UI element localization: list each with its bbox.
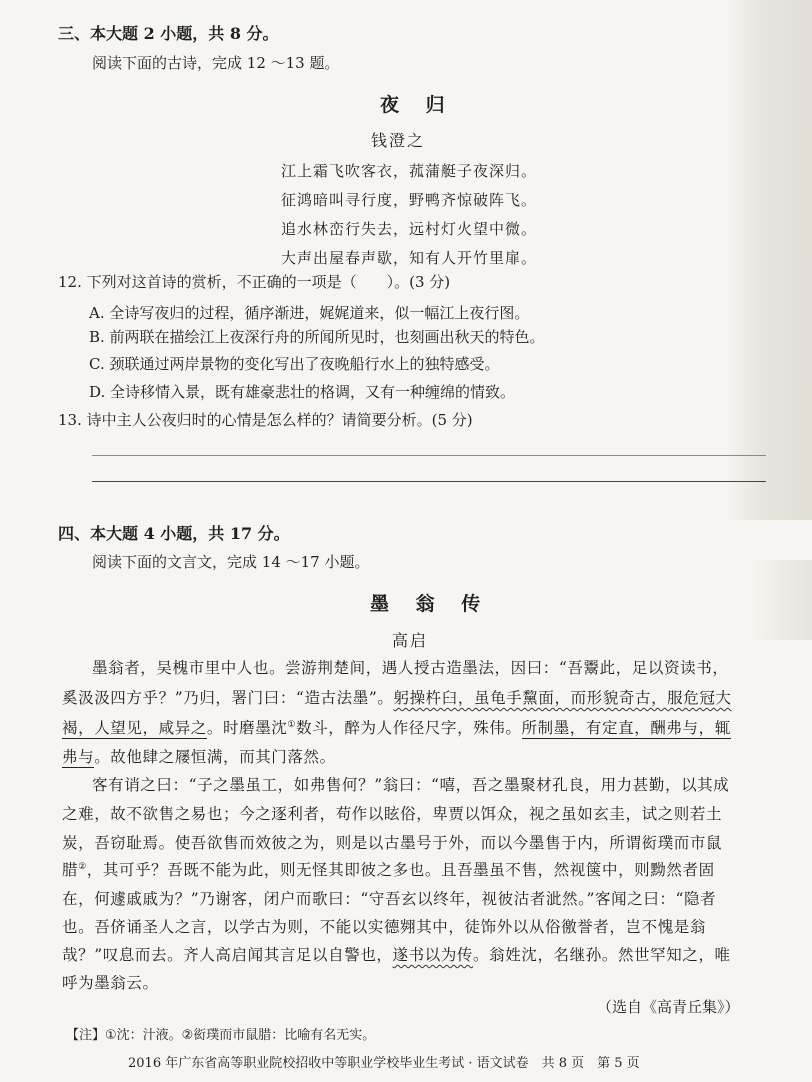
text-run: 数斗，醉为人作径尺字，殊伟。 <box>296 719 522 737</box>
answer-line[interactable] <box>92 481 766 482</box>
essay-line: 墨翁者，吴槐市里中人也。尝游荆楚间，遇人授古造墨法，因曰：“吾鬻此，足以资读书， <box>92 659 729 677</box>
poem-author: 钱澄之 <box>371 131 426 150</box>
show-through-shadow <box>726 0 812 520</box>
essay-line: 之难，故不欲售之易也；今之逐利者，苟作以眩俗，卑贾以饵众，视之虽如玄圭，试之则若土 <box>62 805 723 823</box>
poem-title: 夜 归 <box>380 94 455 116</box>
footnote-marker: ② <box>78 861 87 872</box>
poem-line: 征鸿暗叫寻行度，野鸭齐惊破阵飞。 <box>281 191 538 209</box>
underlined-text: 褐，人望见，咸异之 <box>62 719 207 737</box>
poem-line: 江上霜飞吹客衣，菰蒲艇子夜深归。 <box>281 162 538 180</box>
underlined-text: 所制墨，有定直，酬弗与，辄 <box>521 719 731 737</box>
wavy-underlined-text: 躬操杵臼，虽龟手黧面，而形貌奇古，服危冠大 <box>393 689 732 707</box>
footnote: 【注】①沈：汁液。②衒璞而市鼠腊：比喻有名无实。 <box>66 1028 376 1043</box>
question-12-option-c: C. 颈联通过两岸景物的变化写出了夜晚船行水上的独特感受。 <box>89 355 500 373</box>
answer-line[interactable] <box>92 455 766 456</box>
question-12-option-a: A. 全诗写夜归的过程，循序渐进，娓娓道来，似一幅江上夜行图。 <box>89 304 530 322</box>
essay-line: 炭，吾窃耻焉。使吾欲售而效彼之为，则是以古墨号于外，而以今墨售于内，所谓衒璞而市鼠 <box>62 834 723 852</box>
question-12-stem: 12. 下列对这首诗的赏析，不正确的一项是（ ）。(3 分) <box>58 273 451 291</box>
essay-line <box>62 858 715 880</box>
text-run: ，其可乎？吾既不能为此，则无怪其即彼之多也。且吾墨虽不售，然视箧中，则黝然者固 <box>86 861 715 879</box>
section-3-instruction: 阅读下面的古诗，完成 12 ～13 题。 <box>92 54 340 72</box>
essay-author: 高启 <box>392 631 429 650</box>
section-4-instruction: 阅读下面的文言文，完成 14 ～17 小题。 <box>92 553 370 571</box>
text-run: 。故他肆之屦恒满，而其门落然。 <box>94 748 336 766</box>
question-12-option-d: D. 全诗移情入景，既有雄豪悲壮的格调，又有一种缠绵的情致。 <box>89 383 516 401</box>
section-4-heading: 四、本大题 4 小题，共 17 分。 <box>58 524 290 543</box>
essay-line: 客有诮之曰：“子之墨虽工，如弗售何？”翁曰：“嘻，吾之墨聚材孔良，用力甚勤，以其成 <box>92 776 730 794</box>
footnote-marker: ① <box>287 719 297 730</box>
text-run: 腊 <box>62 861 79 879</box>
essay-source: （选自《高青丘集》） <box>597 998 740 1016</box>
section-3-heading: 三、本大题 2 小题，共 8 分。 <box>58 24 279 43</box>
essay-line <box>62 716 731 738</box>
essay-line: 在，何遽戚戚为？”乃谢客，闭户而歌曰：“守吾玄以终年，视彼沽者泚然。”客闻之曰：“隐者 <box>62 890 717 908</box>
text-run: 。时磨墨沈 <box>206 719 288 737</box>
essay-line <box>62 686 732 708</box>
essay-line <box>62 745 336 767</box>
text-run: 哉？”叹息而去。齐人高启闻其言足以自警也， <box>62 946 393 964</box>
essay-line: 也。吾侪诵圣人之言，以学古为则，不能以实德翙其中，徒饰外以从俗徼誉者，岂不愧是翁 <box>62 918 707 936</box>
question-12-option-b: B. 前两联在描绘江上夜深行舟的所闻所见时，也刻画出秋天的特色。 <box>89 328 545 346</box>
show-through-shadow-lower <box>752 560 812 640</box>
text-run: 。翁姓沈，名继孙。然世罕知之，唯 <box>473 946 731 964</box>
wavy-underlined-text: 遂书以为传 <box>392 946 474 964</box>
text-run: 奚汲汲四方乎？”乃归，署门曰：“造古法墨”。 <box>62 689 394 707</box>
essay-line: 呼为墨翁云。 <box>62 974 159 992</box>
poem-line: 大声出屋春声歇，知有人开竹里扉。 <box>281 249 538 267</box>
essay-line <box>62 943 731 965</box>
essay-title: 墨 翁 传 <box>370 593 491 615</box>
question-13-stem: 13. 诗中主人公夜归时的心情是怎么样的？请简要分析。(5 分) <box>58 411 473 429</box>
poem-line: 追水林峦行失去，远村灯火望中微。 <box>281 220 538 238</box>
underlined-text: 弗与 <box>62 748 95 766</box>
page-footer: 2016 年广东省高等职业院校招收中等职业学校毕业生考试 · 语文试卷 共 8 页 第 5 页 <box>128 1056 640 1071</box>
